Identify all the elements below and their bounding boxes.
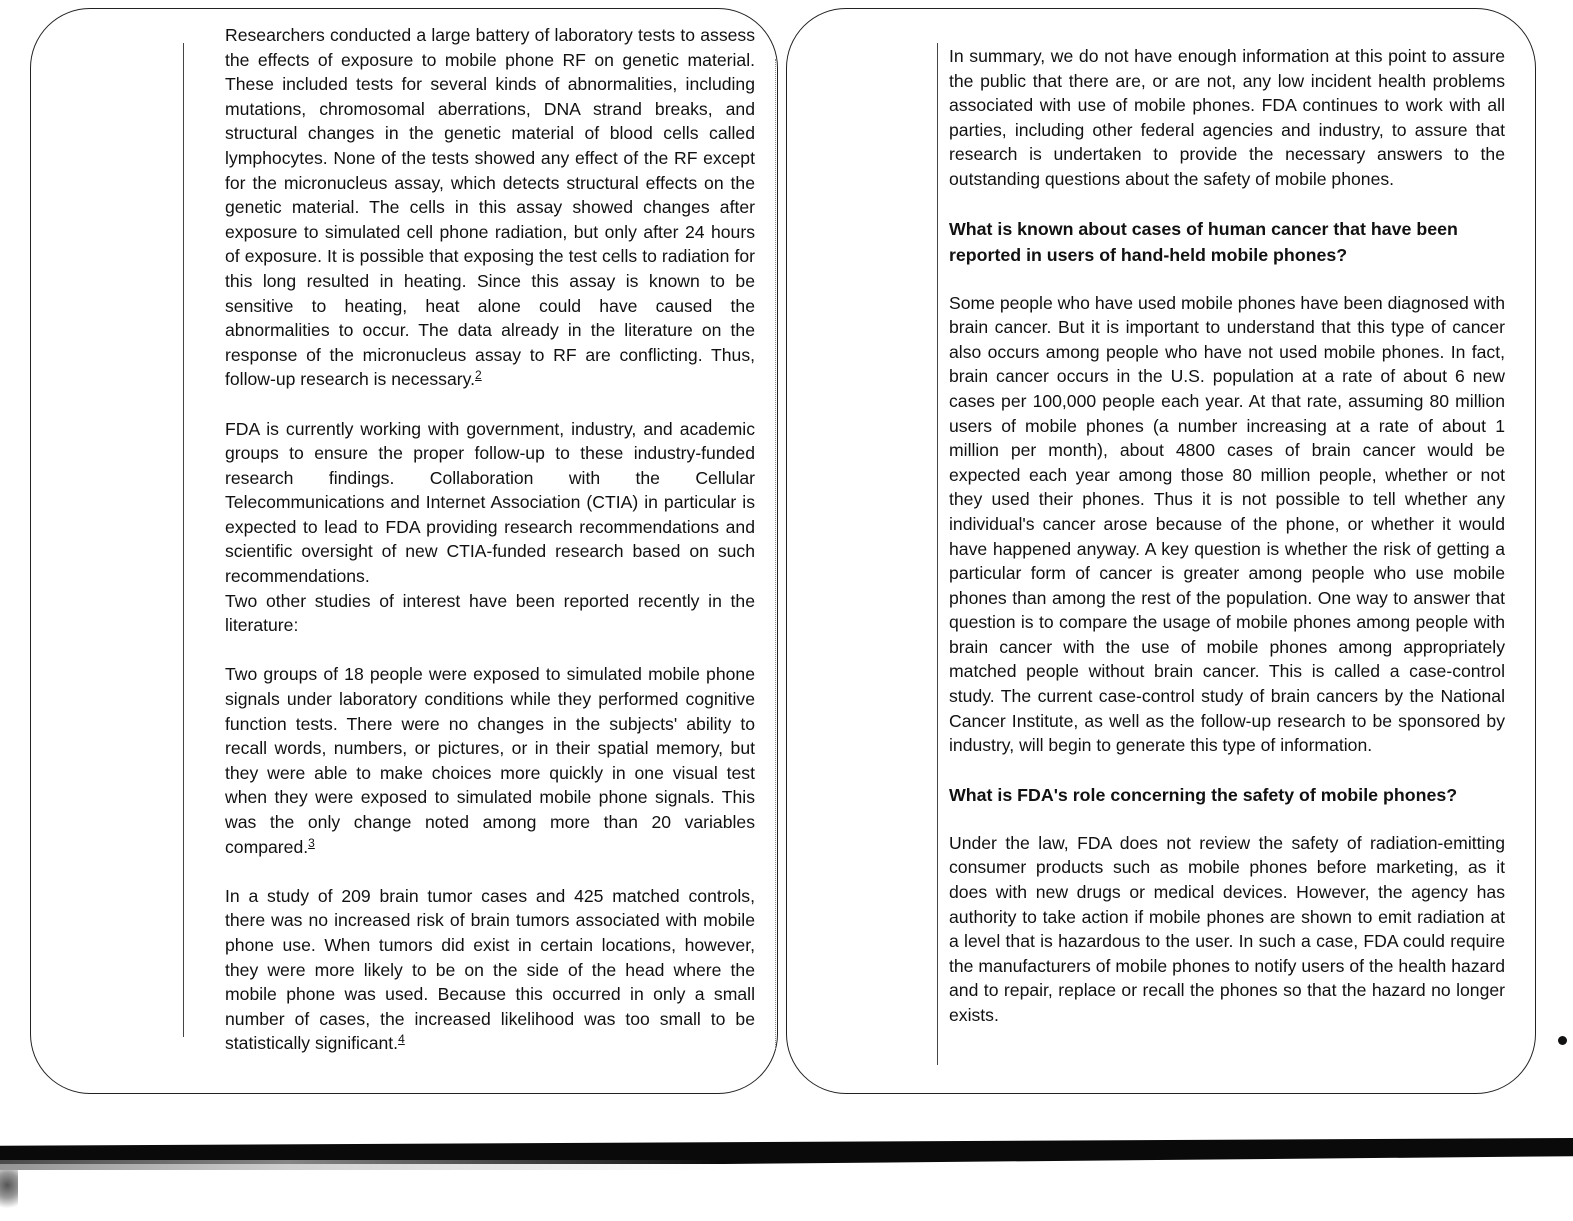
footnote-ref[interactable]: 3 bbox=[308, 835, 315, 850]
paragraph-genetic-tests: Researchers conducted a large battery of laboratory tests to assess the effects of exposure to mobile phone RF on genetic material. These included tests for several kinds of abnormalities, including mutations, chromosomal aberrations, DNA strand breaks, and structural changes in the genetic material of blood cells called lymphocytes. None of the tests showed any effect of the RF except for the micronucleus assay, which detects structural effects on the genetic material. The cells in this assay showed changes after exposure to simulated cell phone radiation, but only after 24 hours of exposure. It is possible that exposing the test cells to radiation for this long resulted in heating. Since this assay is known to be sensitive to heating, heat alone could have caused the abnormalities to occur. The data already in the literature on the response of the micronucleus assay to RF are conflicting. Thus, follow-up research is necessary.$^2$ bbox=[225, 25, 755, 390]
right-page bbox=[786, 8, 1536, 1094]
paragraph-cancer-cases: Some people who have used mobile phones have been diagnosed with brain cancer. But it is important to understand that this type of cancer also occurs among people who have not used mobile phones. In fact, brain cancer occurs in the U.S. population at a rate of about 6 new cases per 100,000 people each year. At that rate, assuming 80 million users of mobile phones (a number increasing at a rate of about 1 million per month), about 4800 cases of brain cancer would be expected each year among those 80 million people, whether or not they used their phones. Thus it is not possible to tell whether any individual's cancer arose because of the phone, or whether it would have happened anyway. A key question is whether the risk of getting a particular form of cancer is greater among people who use mobile phones than among the rest of the population. One way to answer that question is to compare the usage of mobile phones among people with brain cancer with the use of mobile phones among appropriately matched people without brain cancer. This is called a case-control study. The current case-control study of brain cancers by the National Cancer Institute, as well as the follow-up research to be sponsored by industry, will begin to generate this type of information. bbox=[949, 292, 1505, 756]
scan-edge-fade bbox=[0, 1160, 720, 1170]
paragraph-fda-followup: FDA is currently working with government, industry, and academic groups to ensure the proper follow-up to these industry-funded research findings. Collaboration with the Cellular Telecommunications and Internet Association (CTIA) in particular is expected to lead to FDA providing research recommendations and scientific oversight of new CTIA-funded research based on such recommendations. bbox=[225, 418, 755, 587]
right-column bbox=[949, 44, 1505, 1028]
scan-corner-artifact bbox=[0, 1166, 18, 1214]
paragraph-brain-tumor-study: In a study of 209 brain tumor cases and 425 matched controls, there was no increased risk of brain tumors associated with mobile phone use. When tumors did exist in certain locations, however, they were more likely to be on the side of the head where the mobile phone was used. Because this occurred in only a small number of cases, the increased likelihood was too small to be statistically significant.$^4$ bbox=[225, 885, 755, 1054]
left-margin-rule bbox=[183, 43, 184, 1037]
left-edge-rule bbox=[775, 59, 776, 1049]
left-page bbox=[30, 8, 778, 1094]
scan-mark bbox=[1558, 1036, 1567, 1045]
right-margin-rule bbox=[937, 43, 938, 1065]
heading-fda-role: What is FDA's role concerning the safety of mobile phones? bbox=[949, 784, 1458, 805]
paragraph-summary: In summary, we do not have enough information at this point to assure the public that there are, or are not, any low incident health problems associated with use of mobile phones. FDA continues to work with all parties, including other federal agencies and industry, to assure that research is undertaken to provide the necessary answers to the outstanding questions about the safety of mobile phones. bbox=[949, 46, 1505, 189]
footnote-ref[interactable]: 4 bbox=[398, 1032, 405, 1047]
heading-cancer-cases: What is known about cases of human cancer that have been reported in users of hand-held mobile phones? bbox=[949, 218, 1458, 265]
left-column bbox=[225, 23, 755, 1056]
paragraph-cognitive-study: Two groups of 18 people were exposed to simulated mobile phone signals under laboratory conditions while they performed cognitive function tests. There were no changes in the subjects' ability to recall words, numbers, or pictures, or in their spatial memory, but they were able to make choices more quickly in one visual test when they were exposed to simulated mobile phone signals. This was the only change noted among more than 20 variables compared.$^3$ bbox=[225, 664, 755, 857]
footnote-ref[interactable]: 2 bbox=[475, 368, 482, 383]
paragraph-fda-role: Under the law, FDA does not review the safety of radiation-emitting consumer products such as mobile phones before marketing, as it does with new drugs or medical devices. However, the agency has authority to take action if mobile phones are shown to emit radiation at a level that is hazardous to the user. In such a case, FDA could require the manufacturers of mobile phones to notify users of the health hazard and to repair, replace or recall the phones so that the hazard no longer exists. bbox=[949, 832, 1505, 1025]
paragraph-other-studies: Two other studies of interest have been reported recently in the literature: bbox=[225, 590, 755, 636]
